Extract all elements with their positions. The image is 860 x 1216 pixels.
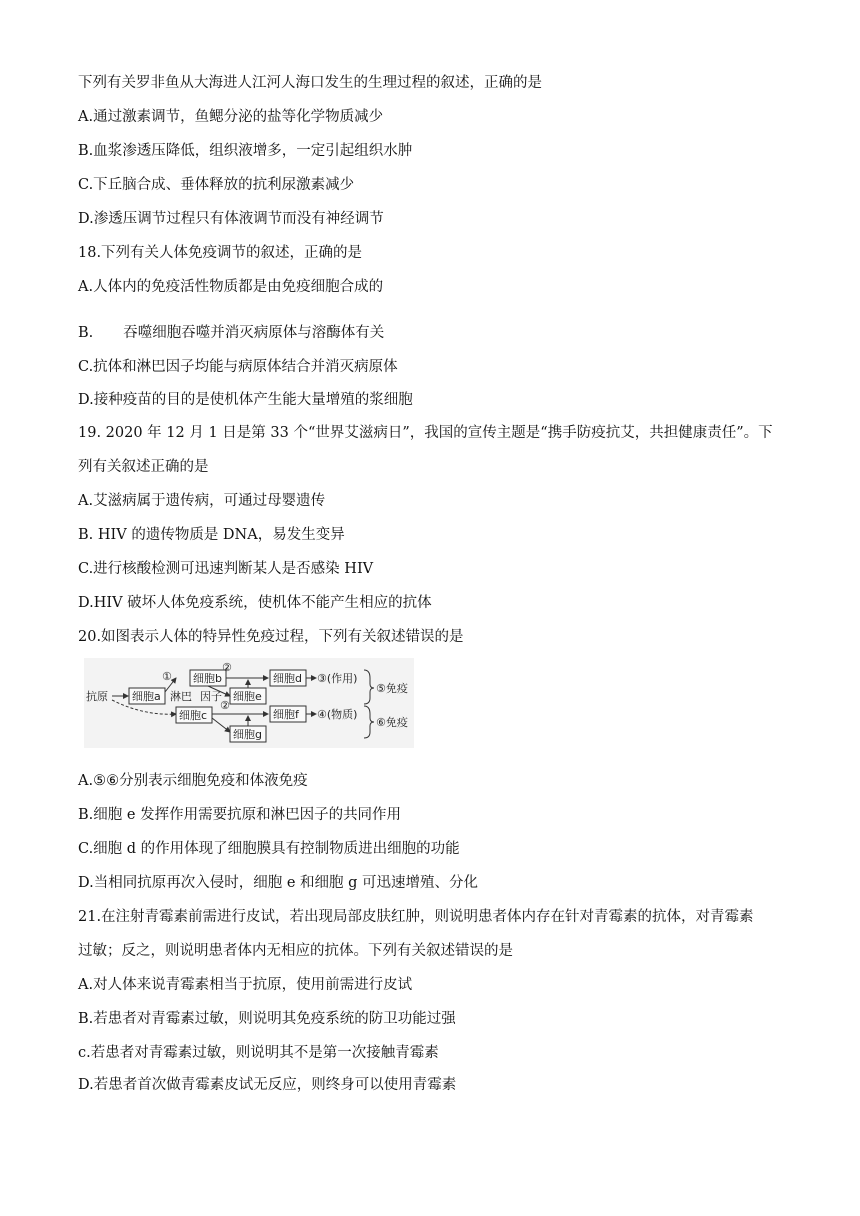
option-b	[78, 324, 384, 342]
option-c: C.进行核酸检测可迅速判断某人是否感染 HIV	[78, 561, 374, 577]
option-c: C.细胞 d 的作用体现了细胞膜具有控制物质进出细胞的功能	[78, 841, 460, 857]
option-b: B.细胞 e 发挥作用需要抗原和淋巴因子的共同作用	[78, 807, 402, 823]
option-letter: B.	[78, 325, 94, 341]
option-c: C.抗体和淋巴因子均能与病原体结合并消灭病原体	[78, 359, 398, 375]
option-a: A.人体内的免疫活性物质都是由免疫细胞合成的	[78, 279, 384, 295]
cell-a-label: 细胞a	[132, 690, 161, 703]
cell-b-label: 细胞b	[193, 672, 222, 685]
antigen-label: 抗原	[86, 690, 108, 703]
step-5-label: ⑤免疫	[376, 682, 408, 695]
option-a: A.艾滋病属于遗传病，可通过母婴遗传	[78, 493, 326, 509]
step-2b-label: ②	[220, 699, 230, 712]
option-c: c.若患者对青霉素过敏，则说明其不是第一次接触青霉素	[78, 1045, 439, 1061]
option-d: D.若患者首次做青霉素皮试无反应，则终身可以使用青霉素	[78, 1077, 457, 1093]
option-b: B.若患者对青霉素过敏，则说明其免疫系统的防卫功能过强	[78, 1011, 456, 1027]
option-b: B. HIV 的遗传物质是 DNA，易发生变异	[78, 527, 345, 543]
option-c: C.下丘脑合成、垂体释放的抗利尿激素减少	[78, 177, 355, 193]
option-d: D.当相同抗原再次入侵时，细胞 e 和细胞 g 可迅速增殖、分化	[78, 875, 479, 891]
option-d: D.HIV 破坏人体免疫系统，使机体不能产生相应的抗体	[78, 595, 432, 611]
option-a: A.对人体来说青霉素相当于抗原，使用前需进行皮试	[78, 977, 413, 993]
step-6-label: ⑥免疫	[376, 716, 408, 729]
cell-e-label: 细胞e	[233, 690, 262, 703]
option-text: 吞噬细胞吞噬并消灭病原体与溶酶体有关	[123, 325, 385, 341]
question-17-stem: 下列有关罗非鱼从大海进人江河人海口发生的生理过程的叙述，正确的是	[78, 75, 542, 91]
step-1-label: ①	[162, 670, 172, 683]
option-a: A.⑤⑥分别表示细胞免疫和体液免疫	[78, 773, 308, 789]
step-3-label: ③(作用)	[317, 672, 358, 685]
option-d: D.渗透压调节过程只有体液调节而没有神经调节	[78, 211, 384, 227]
immune-process-figure	[84, 658, 414, 748]
cell-c-label: 细胞c	[179, 709, 208, 722]
cell-f-label: 细胞f	[273, 708, 299, 721]
option-b: B.血浆渗透压降低，组织液增多，一定引起组织水肿	[78, 143, 413, 159]
question-20-stem: 20.如图表示人体的特异性免疫过程，下列有关叙述错误的是	[78, 629, 464, 645]
step-4-label: ④(物质)	[317, 708, 358, 721]
option-d: D.接种疫苗的目的是使机体产生能大量增殖的浆细胞	[78, 392, 413, 408]
question-21-stem-continued: 过敏；反之，则说明患者体内无相应的抗体。下列有关叙述错误的是	[78, 943, 513, 959]
question-19-stem: 19. 2020 年 12 月 1 日是第 33 个“世界艾滋病日”，我国的宣传主题是“携手防疫抗艾，共担健康责任”。下	[78, 425, 773, 441]
factor-label: 因子	[200, 690, 222, 703]
question-19-stem-continued: 列有关叙述正确的是	[78, 459, 209, 475]
question-21-stem: 21.在注射青霉素前需进行皮试，若出现局部皮肤红肿，则说明患者体内存在针对青霉素的抗体，对青霉素	[78, 909, 754, 925]
step-2a-label: ②	[222, 661, 232, 674]
option-a: A.通过激素调节，鱼鳃分泌的盐等化学物质减少	[78, 109, 384, 125]
lymph-label: 淋巴	[170, 690, 192, 703]
question-18-stem: 18.下列有关人体免疫调节的叙述，正确的是	[78, 245, 363, 261]
cell-d-label: 细胞d	[273, 672, 302, 685]
cell-g-label: 细胞g	[233, 728, 262, 741]
